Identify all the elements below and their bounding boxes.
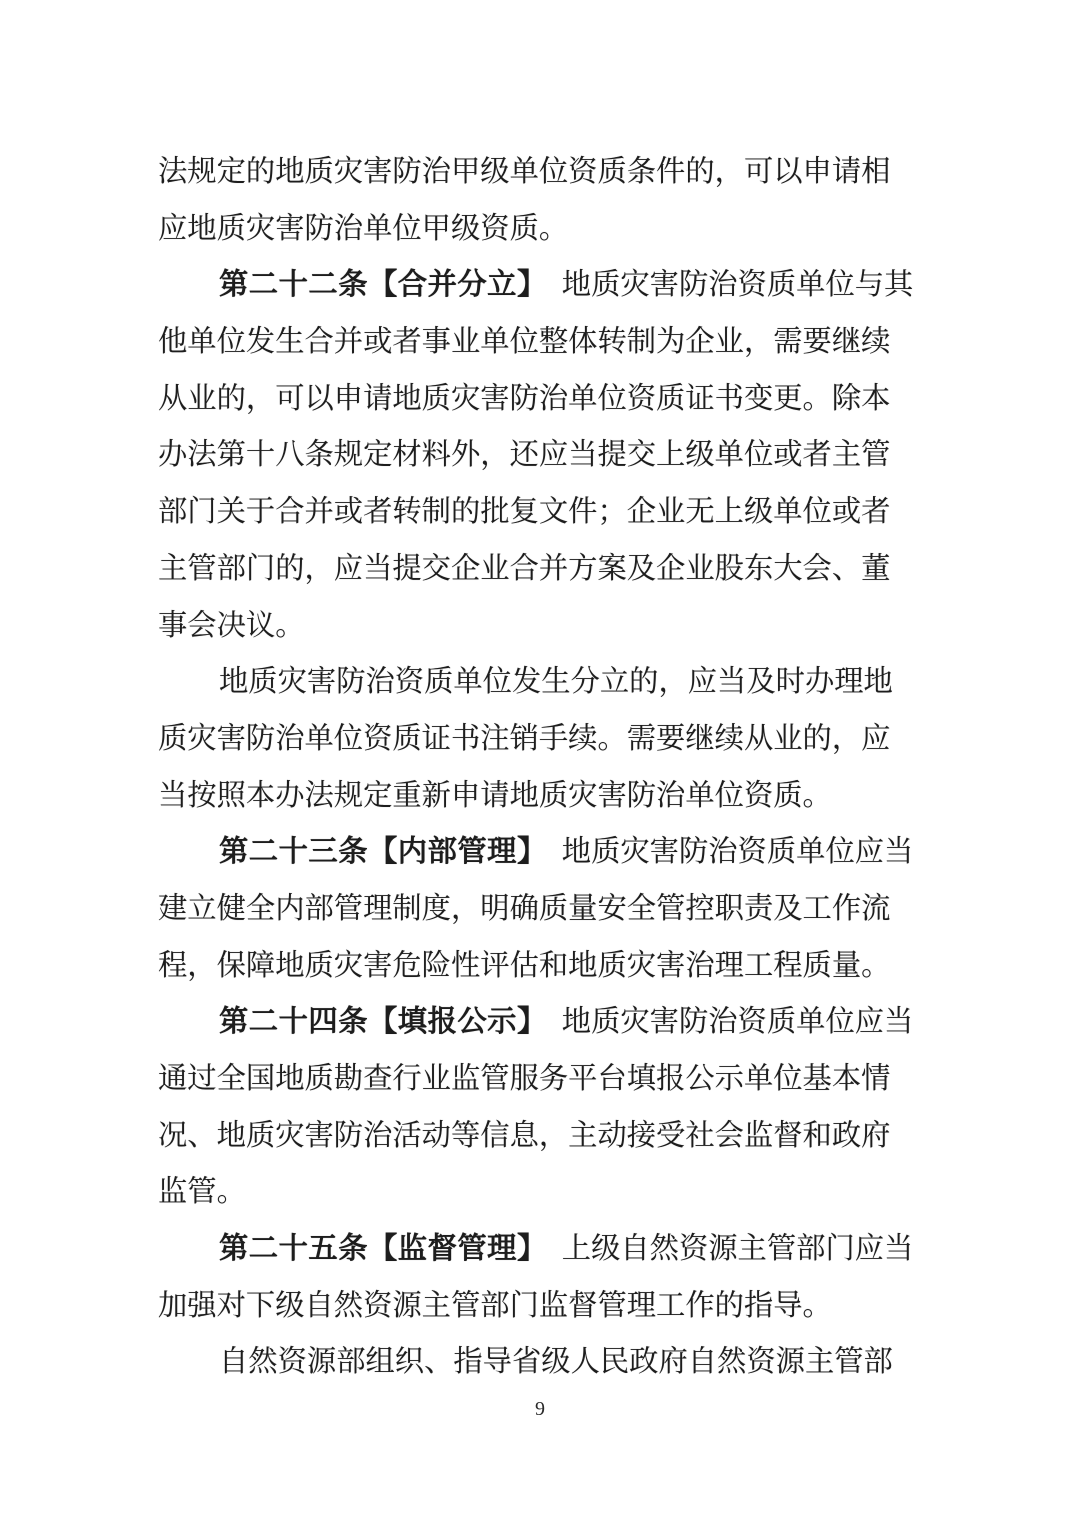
text-line xyxy=(158,541,948,598)
line-text: 部门关于合并或者转制的批复文件；企业无上级单位或者 xyxy=(158,496,891,529)
line-text: 建立健全内部管理制度，明确质量安全管控职责及工作流 xyxy=(158,892,891,925)
article-25-heading-line xyxy=(158,1221,948,1278)
text-line xyxy=(158,314,948,371)
text-line xyxy=(158,371,948,428)
line-text: 质灾害防治单位资质证书注销手续。需要继续从业的，应 xyxy=(158,722,891,755)
line-text: 监管。 xyxy=(158,1176,246,1209)
text-line xyxy=(158,1164,948,1221)
line-text: 他单位发生合并或者事业单位整体转制为企业，需要继续 xyxy=(158,326,891,359)
text-line xyxy=(158,1108,948,1165)
line-text: 法规定的地质灾害防治甲级单位资质条件的，可以申请相 xyxy=(158,156,891,188)
article-heading: 第二十二条【合并分立】 xyxy=(219,268,547,302)
text-line xyxy=(158,881,948,938)
article-24-heading-line xyxy=(158,994,948,1051)
line-text: 地质灾害防治资质单位发生分立的，应当及时办理地 xyxy=(219,666,893,699)
line-text: 地质灾害防治资质单位与其 xyxy=(561,269,914,302)
text-line xyxy=(158,768,948,825)
article-23-heading-line xyxy=(158,824,948,881)
line-text: 从业的，可以申请地质灾害防治单位资质证书变更。除本 xyxy=(158,382,891,415)
article-heading: 第二十四条【填报公示】 xyxy=(219,1005,547,1039)
text-line xyxy=(158,1334,948,1391)
text-line xyxy=(158,938,948,995)
line-text: 程，保障地质灾害危险性评估和地质灾害治理工程质量。 xyxy=(158,949,891,982)
line-text: 地质灾害防治资质单位应当 xyxy=(561,1006,914,1039)
text-line xyxy=(158,1278,948,1335)
line-text: 自然资源部组织、指导省级人民政府自然资源主管部 xyxy=(219,1346,893,1379)
line-text: 主管部门的，应当提交企业合并方案及企业股东大会、董 xyxy=(158,552,891,585)
line-text: 应地质灾害防治单位甲级资质。 xyxy=(158,212,569,245)
line-text: 当按照本办法规定重新申请地质灾害防治单位资质。 xyxy=(158,779,832,812)
text-line xyxy=(158,711,948,768)
text-line xyxy=(158,201,948,258)
line-text: 地质灾害防治资质单位应当 xyxy=(561,836,914,869)
text-line xyxy=(158,654,948,711)
document-body xyxy=(158,144,948,1391)
article-heading: 第二十三条【内部管理】 xyxy=(219,835,547,869)
line-text: 加强对下级自然资源主管部门监督管理工作的指导。 xyxy=(158,1289,832,1322)
article-22-heading-line xyxy=(158,257,948,314)
text-line xyxy=(158,144,948,201)
page-number: 9 xyxy=(535,1398,545,1420)
line-text: 事会决议。 xyxy=(158,609,305,642)
line-text: 上级自然资源主管部门应当 xyxy=(561,1233,914,1266)
text-line xyxy=(158,598,948,655)
article-heading: 第二十五条【监督管理】 xyxy=(219,1232,547,1266)
text-line xyxy=(158,484,948,541)
line-text: 办法第十八条规定材料外，还应当提交上级单位或者主管 xyxy=(158,439,891,472)
text-line xyxy=(158,1051,948,1108)
line-text: 通过全国地质勘查行业监管服务平台填报公示单位基本情 xyxy=(158,1063,891,1095)
line-text: 况、地质灾害防治活动等信息，主动接受社会监督和政府 xyxy=(158,1119,891,1152)
text-line xyxy=(158,427,948,484)
